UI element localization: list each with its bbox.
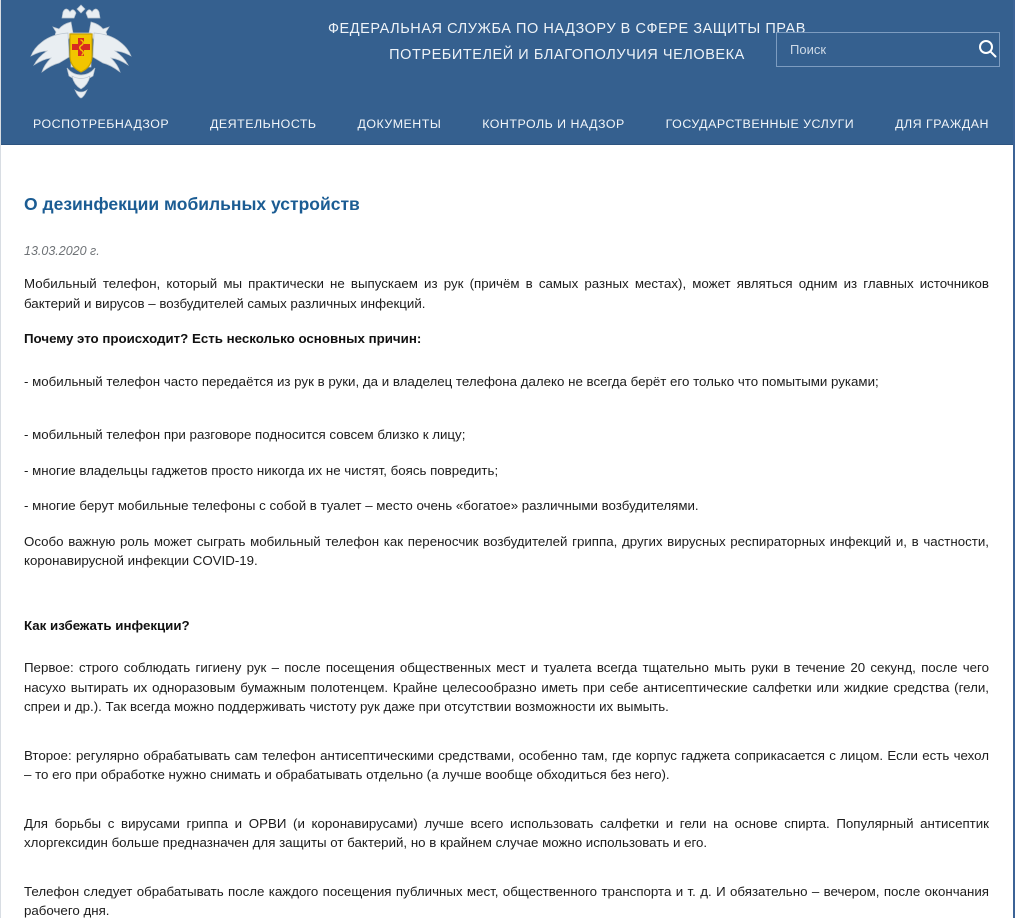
nav-item-for-citizens[interactable]: ДЛЯ ГРАЖДАН [895,116,989,131]
nav-item-rospotrebnadzor[interactable]: РОСПОТРЕБНАДЗОР [33,116,170,131]
site-logo[interactable] [1,0,161,103]
spacer [24,868,989,882]
site-title-line-1: ФЕДЕРАЛЬНАЯ СЛУЖБА ПО НАДЗОРУ В СФЕРЕ ЗАЩИТЫ ПРАВ [327,21,806,37]
list-item: - многие владельцы гаджетов просто никогда их не чистят, боясь повредить; [24,462,499,478]
article-intro-paragraph: Мобильный телефон, который мы практически не выпускаем из рук (причём в самых разных местах), может являться одним из главных источников бактерий и вирусов – возбудителей самых различных инфекций. [24,276,989,311]
spacer [24,800,989,814]
article-heading-causes: Почему это происходит? Есть несколько основных причин: [24,331,422,346]
spacer [24,732,989,746]
page-title: О дезинфекции мобильных устройств [24,194,360,214]
article-advice-fourth: Телефон следует обрабатывать после каждого посещения публичных мест, общественного транспорта и т. д. И обязательно – вечером, после окончания рабочего дня. [24,883,989,918]
article-advice-second: Второе: регулярно обрабатывать сам телефон антисептическими средствами, особенно там, где корпус гаджета соприкасается с лицом. Если есть чехол – то его при обработке нужно снимать и обрабатывать отдельно (а лучше вообще обходиться без него). [24,747,989,782]
search-input[interactable] [777,33,976,66]
list-item: - многие берут мобильные телефоны с собой в туалет – место очень «богатое» различными возбудителями. [24,498,699,513]
site-header [1,0,1013,103]
article-heading-avoid: Как избежать инфекции? [24,617,190,633]
site-title-line-2: ПОТРЕБИТЕЛЕЙ И БЛАГОПОЛУЧИЯ ЧЕЛОВЕКА [389,47,745,63]
nav-item-activity[interactable]: ДЕЯТЕЛЬНОСТЬ [210,116,317,131]
list-item: - мобильный телефон при разговоре подносится совсем близко к лицу; [24,427,466,442]
nav-item-control-supervision[interactable]: КОНТРОЛЬ И НАДЗОР [482,116,625,131]
nav-item-documents[interactable]: ДОКУМЕНТЫ [357,116,442,131]
nav-item-government-services[interactable]: ГОСУДАРСТВЕННЫЕ УСЛУГИ [665,116,855,131]
list-item: - мобильный телефон часто передаётся из рук в руки, да и владелец телефона далеко не всегда берёт его только что помытыми руками; [24,373,879,389]
spacer [24,586,989,600]
article-covid-paragraph: Особо важную роль может сыграть мобильный телефон как переносчик возбудителей гриппа, других вирусных респираторных инфекций и, в частности, коронавирусной инфекции COVID-19. [24,533,989,568]
search-box[interactable] [776,32,1000,67]
search-icon [978,39,997,61]
article-advice-first: Первое: строго соблюдать гигиену рук – после посещения общественных мест и туалета всегда тщательно мыть руки в течение 20 секунд, после чего насухо вытирать их одноразовым бумажным полотенцем. Крайне целесообразно иметь при себе антисептические салфетки или жидкие средства (гели, спреи и др.). Так всегда можно поддерживать чистоту рук даже при отсутствии возможности их вымыть. [24,660,989,714]
article-content [1,145,1013,918]
search-button[interactable] [976,33,999,66]
double-headed-eagle-emblem-icon [27,2,135,102]
article-advice-third: Для борьбы с вирусами гриппа и ОРВИ (и коронавирусами) лучше всего использовать салфетки и гели на основе спирта. Популярный антисептик хлоргексидин больше предназначен для защиты от бактерий, но в крайнем случае можно использовать и его. [24,815,989,850]
article-date: 13.03.2020 г. [24,244,100,258]
main-navigation [1,103,1013,145]
spacer [24,401,989,425]
